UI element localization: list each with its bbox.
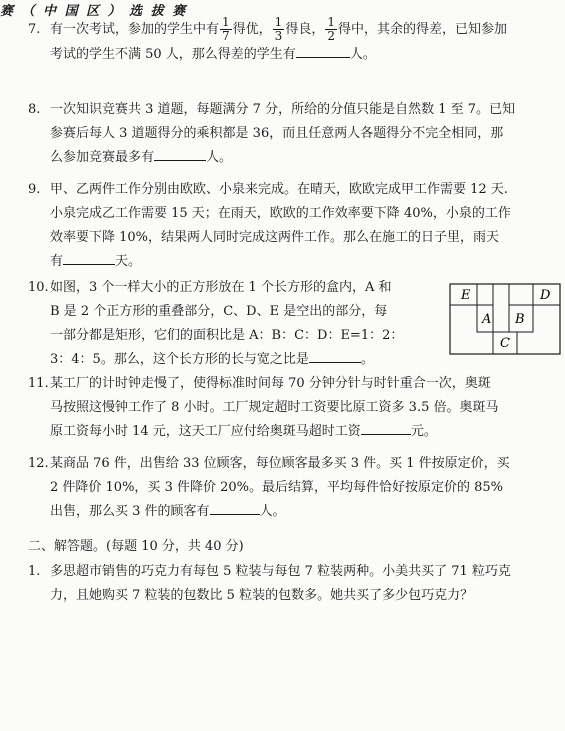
q8-text: 参赛后每人 3 道题得分的乘积都是 36，而且任意两人各题得分不完全相同，那	[50, 126, 504, 141]
q9-text: 小泉完成乙工作需要 15 天；在雨天，欧欧的工作效率要下降 40%，小泉的工作	[50, 206, 511, 221]
question-10	[28, 276, 438, 372]
q12-line-2	[28, 476, 556, 500]
q12-text: 2 件降价 10%，买 3 件降价 20%。最后结算，平均每件恰好按原定价的 85%	[50, 480, 504, 495]
aq1-text: 力，且她购买 7 粒装的包数比 5 粒装的包数多。她共买了多少包巧克力？	[50, 588, 474, 603]
q10-text: 一部分都是矩形，它们的面积比是 A：B：C：D：E=1：2：	[50, 328, 404, 343]
q12-line-1	[28, 452, 556, 476]
answer-blank[interactable]	[210, 500, 260, 515]
q9-text: 天。	[115, 254, 142, 269]
aq1-text: 多思超市销售的巧克力有每包 5 粒装与每包 7 粒装两种。小美共买了 71 粒巧克	[50, 564, 511, 579]
question-number: 11.	[28, 376, 49, 391]
q11-text: 原工资每小时 14 元，这天工厂应付给奥斑马超时工资	[50, 424, 361, 439]
q10-line-3	[28, 324, 438, 348]
q11-text: 元。	[410, 424, 437, 439]
question-number: 1.	[28, 564, 41, 579]
q10-line-2	[28, 300, 438, 324]
page-header	[0, 0, 188, 19]
q11-text: 某工厂的计时钟走慢了，使得标准时间每 70 分钟分针与时针重合一次，奥斑	[50, 376, 491, 391]
fraction-one-half	[325, 16, 337, 43]
q9-text: 有	[50, 254, 64, 269]
answer-question-1	[28, 560, 556, 608]
q11-line-3	[28, 420, 556, 444]
q12-text: 出售，那么买 3 件的顾客有	[50, 504, 210, 519]
label-e: E	[461, 288, 471, 303]
q10-text: 3：4：5。那么，这个长方形的长与宽之比是	[50, 352, 309, 367]
squares-in-rectangle-figure	[449, 283, 561, 357]
question-number: 12.	[28, 456, 49, 471]
answer-blank[interactable]	[361, 420, 411, 435]
q7-text: 考试的学生不满 50 人，那么得差的学生有	[50, 47, 296, 62]
question-number: 10.	[28, 280, 49, 295]
label-c: C	[500, 336, 510, 351]
header-text: 赛 （ 中 国 区 ） 选 拔 赛	[0, 4, 188, 19]
question-number: 7.	[28, 22, 41, 37]
question-8	[28, 98, 556, 170]
label-a: A	[482, 312, 492, 327]
q11-text: 马按照这慢钟工作了 8 小时。工厂规定超时工资要比原工资多 3.5 倍。奥斑马	[50, 400, 499, 415]
question-12	[28, 452, 556, 524]
q9-text: 效率要下降 10%，结果两人同时完成这两件工作。那么在施工的日子里，雨天	[50, 230, 500, 245]
q10-text: B 是 2 个正方形的重叠部分，C、D、E 是空出的部分，每	[50, 304, 388, 319]
q12-line-3	[28, 500, 556, 524]
fraction-one-seventh	[220, 16, 232, 43]
question-7	[28, 16, 556, 67]
q7-text: 得优，	[232, 22, 272, 37]
numerator: 1	[327, 15, 335, 29]
q8-text: 人。	[206, 150, 233, 165]
answer-blank[interactable]	[63, 250, 115, 265]
q9-line-4	[28, 250, 556, 274]
question-number: 8.	[28, 102, 41, 117]
q8-line-1	[28, 98, 556, 122]
q9-line-1	[28, 178, 556, 202]
label-b: B	[515, 312, 525, 327]
aq1-line-1	[28, 560, 556, 584]
question-9	[28, 178, 556, 274]
q7-text: 得良，	[285, 22, 325, 37]
q10-text: 如图，3 个一样大小的正方形放在 1 个长方形的盒内，A 和	[50, 280, 392, 295]
q7-text: 得中，其余的得差，已知参加	[337, 22, 507, 37]
middle-square-border	[493, 284, 509, 332]
aq1-line-2	[28, 584, 556, 608]
answer-blank[interactable]	[296, 43, 350, 58]
q11-line-2	[28, 396, 556, 420]
q10-line-1	[28, 276, 438, 300]
denominator: 3	[274, 29, 283, 43]
q7-text: 有一次考试，参加的学生中有	[50, 22, 220, 37]
q8-line-2	[28, 122, 556, 146]
numerator: 1	[274, 15, 283, 29]
q7-line-2	[28, 43, 556, 67]
q11-line-1	[28, 372, 556, 396]
answer-blank[interactable]	[154, 146, 206, 161]
label-d: D	[540, 288, 551, 303]
answer-blank[interactable]	[309, 348, 361, 363]
q9-line-2	[28, 202, 556, 226]
question-number: 9.	[28, 182, 41, 197]
question-11	[28, 372, 556, 444]
denominator: 7	[222, 29, 230, 43]
numerator: 1	[222, 15, 230, 29]
q7-text: 人。	[349, 47, 376, 62]
section-2-title: 二、解答题。(每题 10 分，共 40 分)	[28, 539, 244, 554]
fraction-one-third	[273, 16, 285, 43]
denominator: 2	[327, 29, 335, 43]
q12-text: 某商品 76 件，出售给 33 位顾客，每位顾客最多买 3 件。买 1 件按原定价，买	[50, 456, 510, 471]
section-title	[28, 537, 244, 557]
q7-line-1	[28, 16, 556, 43]
q8-text: 么参加竞赛最多有	[50, 150, 155, 165]
q9-text: 甲、乙两件工作分别由欧欧、小泉来完成。在晴天，欧欧完成甲工作需要 12 天.	[50, 182, 508, 197]
q8-text: 一次知识竞赛共 3 道题，每题满分 7 分，所给的分值只能是自然数 1 至 7。已知	[50, 102, 516, 117]
q10-line-4	[28, 348, 438, 372]
q10-text: 。	[360, 352, 374, 367]
q9-line-3	[28, 226, 556, 250]
q8-line-3	[28, 146, 556, 170]
q12-text: 人。	[259, 504, 286, 519]
